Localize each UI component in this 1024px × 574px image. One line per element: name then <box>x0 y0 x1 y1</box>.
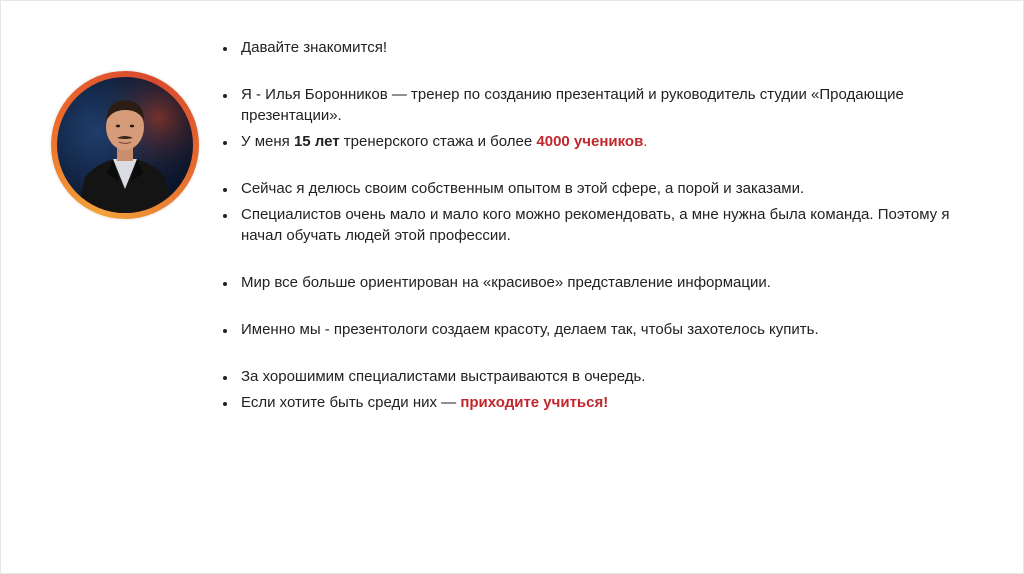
bullet-text: Я - Илья Боронников — тренер по созданию презентаций и руководитель студии «Продающие презентации». <box>241 86 904 124</box>
bullet-text: тренерского стажа и более <box>339 133 537 150</box>
speaker-portrait <box>51 71 199 219</box>
bullet-call-to-action <box>223 392 983 413</box>
bullet-text: Давайте знакомится! <box>241 39 387 56</box>
bullet-presentologists <box>223 319 983 340</box>
bullet-specialists <box>223 204 983 246</box>
bullet-sharing <box>223 178 983 199</box>
bullet-text: Мир все больше ориентирован на «красивое» представление информации. <box>241 274 771 291</box>
experience-years: 15 лет <box>293 133 340 150</box>
bullet-world <box>223 272 983 293</box>
students-count: 4000 учеников <box>536 133 644 150</box>
bullet-greeting <box>223 37 983 58</box>
bullet-intro <box>223 84 983 126</box>
speaker-photo <box>57 77 193 213</box>
bullet-list <box>223 37 983 413</box>
bullet-text: Сейчас я делюсь своим собственным опытом в этой сфере, а порой и заказами. <box>241 180 805 197</box>
bullet-text: Если хотите быть среди них — <box>241 394 461 411</box>
bullet-text: У меня <box>241 133 294 150</box>
cta-highlight: приходите учиться! <box>460 394 609 411</box>
bullet-experience <box>223 131 983 152</box>
person-icon <box>57 77 193 213</box>
bullet-text: За хорошимим специалистами выстраиваются в очередь. <box>241 368 646 385</box>
bullet-text: Именно мы - презентологи создаем красоту, делаем так, чтобы захотелось купить. <box>241 321 819 338</box>
bullet-text: . <box>643 133 648 150</box>
bullet-text: Специалистов очень мало и мало кого можно рекомендовать, а мне нужна была команда. Поэтому я начал обучать людей этой профессии. <box>241 206 950 244</box>
bullet-queue <box>223 366 983 387</box>
